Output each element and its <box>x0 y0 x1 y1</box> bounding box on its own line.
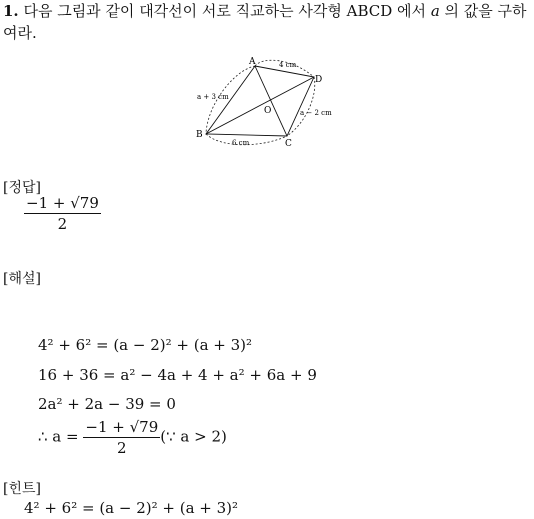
diagonal-ac <box>255 66 287 136</box>
line4-prefix: ∴ a = <box>38 427 79 446</box>
line4-denominator: 2 <box>117 439 127 457</box>
answer-fraction <box>24 194 101 233</box>
answer-denominator: 2 <box>57 215 68 233</box>
explanation-line-3: 2a² + 2a − 39 = 0 <box>38 395 176 413</box>
label-point-o: O <box>264 106 272 116</box>
question-number: 1. <box>3 2 19 20</box>
question-end: 의 값을 구하여라. <box>3 2 527 42</box>
hint-line: 4² + 6² = (a − 2)² + (a + 3)² <box>24 499 239 517</box>
label-point-c: C <box>285 139 292 149</box>
label-length-cd: a − 2 cm <box>300 109 332 117</box>
explanation-line-2: 16 + 36 = a² − 4a + 4 + a² + 6a + 9 <box>38 366 317 384</box>
label-length-ab: a + 3 cm <box>197 93 229 101</box>
label-point-b: B <box>196 130 203 140</box>
question-body: 다음 그림과 같이 대각선이 서로 직교하는 사각형 ABCD 에서 <box>23 2 427 20</box>
diagonal-bd <box>206 77 314 134</box>
label-point-a: A <box>249 57 256 67</box>
answer-numerator: −1 + √79 <box>26 194 99 212</box>
question-text <box>3 0 531 44</box>
label-length-ad: 4 cm <box>279 61 297 69</box>
explanation-line-1: 4² + 6² = (a − 2)² + (a + 3)² <box>38 336 253 354</box>
line4-suffix: (∵ a > 2) <box>160 427 227 446</box>
explanation-label: [해설] <box>3 271 41 287</box>
explanation-line-4 <box>38 418 227 457</box>
label-point-d: D <box>315 75 323 85</box>
answer-label: [정답] <box>3 180 41 196</box>
line4-numerator: −1 + √79 <box>85 418 159 436</box>
question-variable: a <box>430 2 440 20</box>
quadrilateral-figure <box>192 55 342 150</box>
label-length-bc: 6 cm <box>232 139 250 147</box>
hint-label: [힌트] <box>3 481 41 497</box>
